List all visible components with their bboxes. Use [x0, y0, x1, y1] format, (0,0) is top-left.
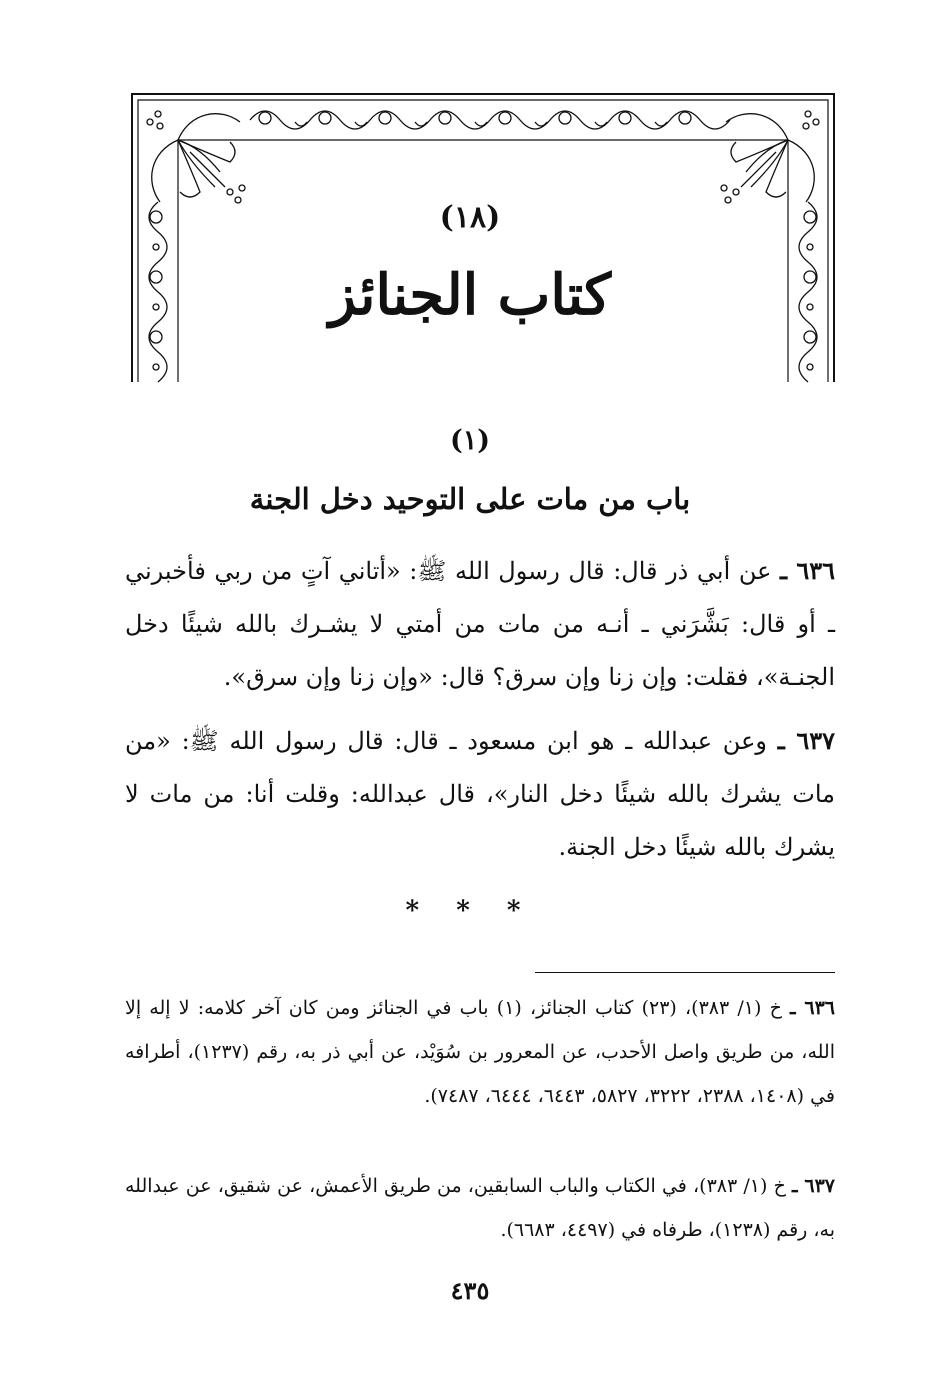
chapter-title: باب من مات على التوحيد دخل الجنة — [249, 482, 691, 516]
footnote-rule — [535, 972, 835, 973]
hadith-text: وعن عبدالله ـ هو ابن مسعود ـ قال: قال رسول الله ﷺ: «من مات يشرك بالله شيئًا دخل النار»، قال عبدالله: وقلت أنا: من مات لا يشرك بالله شيئًا دخل الجنة. — [125, 727, 835, 861]
hadith-636 — [125, 544, 835, 704]
section-separator: * * * — [405, 896, 535, 926]
chapter-number: (١) — [449, 425, 491, 456]
footnote-text: خ (١/ ٣٨٣)، (٢٣) كتاب الجنائز، (١) باب في الجنائز ومن كان آخر كلامه: لا إله إلا الله، من طريق واصل الأحدب، عن المعرور بن سُوَيْد، عن أبي ذر به، رقم (١٢٣٧)، أطرافه في (١٤٠٨، ٢٣٨٨، ٣٢٢٢، ٥٨٢٧، ٦٤٤٣، ٦٤٤٤، ٧٤٨٧). — [125, 997, 835, 1107]
footnote-text: خ (١/ ٣٨٣)، في الكتاب والباب السابقين، من طريق الأعمش، عن شقيق، عن عبدالله به، رقم (١٢٣٨)، طرفاه في (٤٤٩٧، ٦٦٨٣). — [125, 1175, 835, 1241]
footnote-636 — [125, 986, 835, 1118]
footnote-637 — [125, 1164, 835, 1252]
ornamental-frame — [130, 92, 836, 384]
footnote-number: ٦٣٧ ـ — [792, 1175, 835, 1197]
hadith-number: ٦٣٦ ـ — [780, 556, 835, 585]
page-number: ٤٣٥ — [450, 1276, 490, 1305]
hadith-number: ٦٣٧ ـ — [777, 726, 835, 755]
footnote-number: ٦٣٦ ـ — [790, 997, 835, 1019]
ornament-border-graphic — [130, 92, 836, 384]
hadith-637 — [125, 714, 835, 874]
hadith-text: عن أبي ذر قال: قال رسول الله ﷺ: «أتاني آتٍ من ربي فأخبرني ـ أو قال: بَشَّرَني ـ أنـه من مات من أمتي لا يشـرك بالله شيئًا دخل الجنـة»، فقلت: وإن زنا وإن سرق؟ قال: «وإن زنا وإن سرق». — [125, 557, 835, 691]
book-number: (١٨) — [439, 200, 501, 235]
book-title: كتاب الجنائز — [328, 262, 612, 328]
